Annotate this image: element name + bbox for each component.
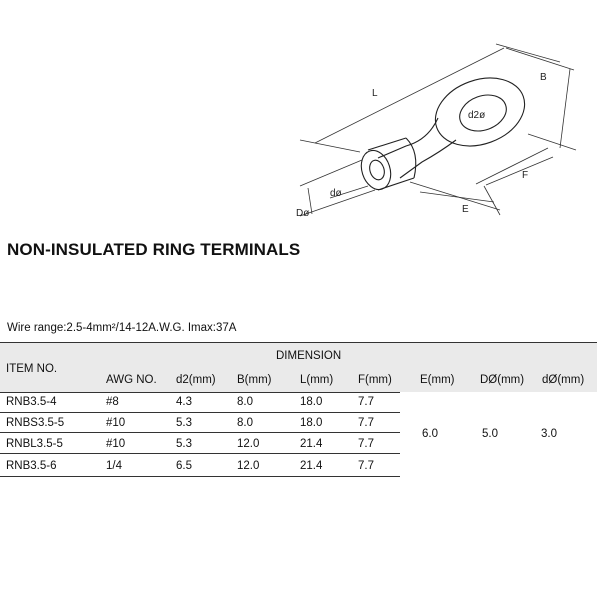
row-rule <box>0 412 400 413</box>
row-item: RNBS3.5-5 <box>6 417 65 429</box>
col-header-b: B(mm) <box>237 374 272 386</box>
label-B: B <box>540 72 547 83</box>
label-d2: d2ø <box>468 110 486 121</box>
label-D: Dø <box>296 208 310 219</box>
shared-e-value: 6.0 <box>422 428 438 440</box>
shared-D-value: 5.0 <box>482 428 498 440</box>
barrel-bore <box>367 158 386 181</box>
col-header-l: L(mm) <box>300 374 334 386</box>
row-l: 18.0 <box>300 396 323 408</box>
row-d2: 5.3 <box>176 417 192 429</box>
row-l: 21.4 <box>300 438 323 450</box>
label-F: F <box>522 170 529 181</box>
row-b: 12.0 <box>237 460 260 472</box>
col-header-awg: AWG NO. <box>106 374 157 386</box>
label-d: dø <box>330 188 342 199</box>
row-f: 7.7 <box>358 460 374 472</box>
row-awg: 1/4 <box>106 460 122 472</box>
row-b: 12.0 <box>237 438 260 450</box>
row-d2: 5.3 <box>176 438 192 450</box>
row-rule <box>0 432 400 433</box>
table-bottom-rule <box>0 476 400 477</box>
col-header-d: dØ(mm) <box>542 374 585 386</box>
item-header: ITEM NO. <box>6 363 58 375</box>
header-rule <box>0 392 400 393</box>
label-E: E <box>462 204 469 215</box>
wire-range-spec: Wire range:2.5-4mm²/14-12A.W.G. Imax:37A <box>7 322 237 334</box>
label-L: L <box>372 88 378 99</box>
row-d2: 4.3 <box>176 396 192 408</box>
row-f: 7.7 <box>358 396 374 408</box>
row-d2: 6.5 <box>176 460 192 472</box>
col-header-D: DØ(mm) <box>480 374 525 386</box>
page-title: NON-INSULATED RING TERMINALS <box>7 240 301 259</box>
col-header-e: E(mm) <box>420 374 455 386</box>
row-rule <box>0 453 400 454</box>
row-awg: #10 <box>106 438 126 450</box>
table-top-rule <box>0 342 597 343</box>
row-item: RNBL3.5-5 <box>6 438 63 450</box>
row-b: 8.0 <box>237 396 253 408</box>
row-awg: #8 <box>106 396 119 408</box>
row-f: 7.7 <box>358 417 374 429</box>
row-item: RNB3.5-4 <box>6 396 57 408</box>
col-header-d2: d2(mm) <box>176 374 216 386</box>
shared-d-value: 3.0 <box>541 428 557 440</box>
row-f: 7.7 <box>358 438 374 450</box>
row-l: 21.4 <box>300 460 323 472</box>
row-awg: #10 <box>106 417 126 429</box>
dimension-header: DIMENSION <box>276 350 342 362</box>
ring-terminal-diagram <box>0 0 597 232</box>
row-b: 8.0 <box>237 417 253 429</box>
row-l: 18.0 <box>300 417 323 429</box>
col-header-f: F(mm) <box>358 374 392 386</box>
row-item: RNB3.5-6 <box>6 460 57 472</box>
dimension-table <box>0 342 597 482</box>
